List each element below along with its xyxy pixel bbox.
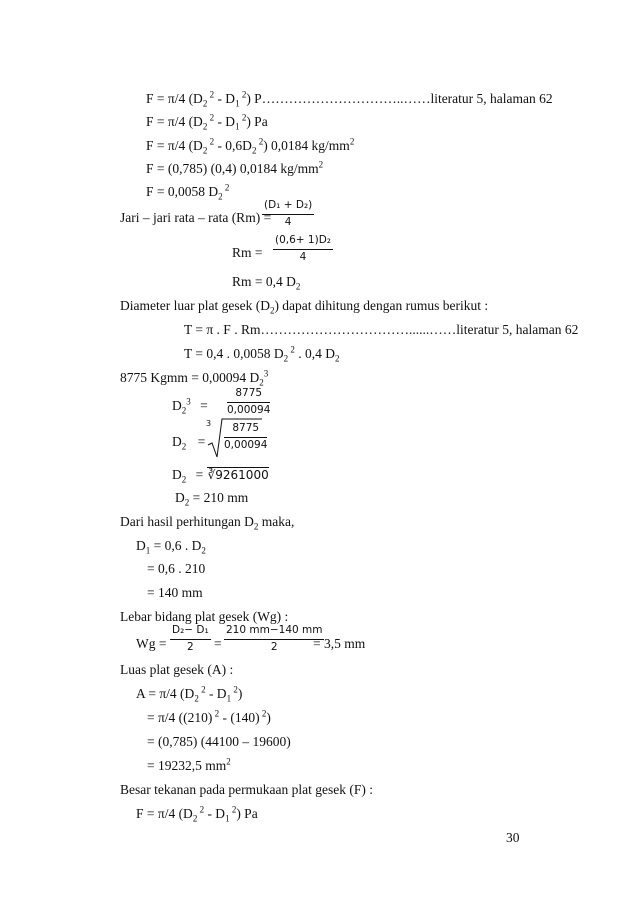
formula-line: = 0,6 . 210 <box>147 561 206 576</box>
formula-line: T = π . F . Rm……………………………......……literatur 5, halaman 62 <box>184 322 579 337</box>
superscript: 2 <box>231 684 238 695</box>
subscript: 2 <box>194 693 199 704</box>
superscript: 2 <box>197 804 205 815</box>
text: - D <box>204 806 226 821</box>
subscript: 2 <box>202 121 208 132</box>
subscript: 1 <box>145 545 151 556</box>
wg-result: = 3,5 mm <box>313 636 366 651</box>
formula-line <box>146 138 354 154</box>
numerator: 8775 <box>235 387 263 399</box>
superscript: 2 <box>239 89 247 100</box>
d2-label <box>172 434 205 450</box>
text: - D <box>214 114 236 129</box>
text: ) <box>266 710 271 725</box>
wg-fraction-2 <box>224 624 324 654</box>
formula-line <box>175 490 248 506</box>
d2-root-line <box>172 467 269 483</box>
numerator: D₂− D₁ <box>172 624 209 636</box>
superscript: 2 <box>207 112 215 123</box>
fraction-bar <box>170 639 211 640</box>
subscript: 2 <box>283 353 289 364</box>
d2-cubed-fraction <box>227 387 270 417</box>
root-index: 3 <box>206 419 212 428</box>
subscript: 2 <box>181 474 187 485</box>
formula-line <box>120 370 268 386</box>
formula-line <box>136 686 242 702</box>
superscript: 2 <box>239 112 247 123</box>
equals: = <box>200 398 208 413</box>
subscript: 1 <box>225 813 230 824</box>
subscript: 2 <box>201 545 206 556</box>
subscript: 1 <box>226 693 232 704</box>
rm-label: Jari – jari rata – rata (Rm) = <box>120 210 272 225</box>
denominator: 4 <box>299 251 307 263</box>
formula-line <box>136 538 206 554</box>
subscript: 2 <box>253 521 259 532</box>
text: maka, <box>258 514 295 529</box>
formula-line <box>146 114 268 130</box>
text: - D <box>205 686 227 701</box>
subscript: 2 <box>335 353 340 364</box>
superscript: 3 <box>263 368 269 379</box>
superscript: 3 <box>186 396 191 407</box>
text: = 19232,5 mm <box>147 758 227 773</box>
superscript: 2 <box>212 708 220 719</box>
formula-line <box>146 184 229 200</box>
text: D <box>172 434 182 449</box>
fraction-bar <box>262 214 314 215</box>
rm-fraction <box>262 199 314 229</box>
fraction-bar <box>224 639 324 640</box>
text: F = π/4 (D <box>146 138 203 153</box>
root-fraction <box>224 422 267 452</box>
superscript: 2 <box>198 684 206 695</box>
text: ) Pa <box>246 114 268 129</box>
subscript: 2 <box>192 813 198 824</box>
fraction-bar <box>227 402 270 403</box>
equals: = <box>195 467 204 482</box>
superscript: 2 <box>222 182 230 193</box>
numerator: 8775 <box>232 422 260 434</box>
text: F = 0,0058 D <box>146 184 219 199</box>
text: - 0,6D <box>214 138 252 153</box>
text: F = (0,785) (0,4) 0,0184 kg/mm <box>146 161 319 176</box>
text: ) 0,0184 kg/mm <box>263 138 350 153</box>
superscript: 2 <box>349 136 355 147</box>
formula-line <box>147 758 231 774</box>
text: Dari hasil perhitungan D <box>120 514 254 529</box>
text: Rm = 0,4 D <box>232 274 296 289</box>
formula-line <box>232 274 300 290</box>
denominator: 4 <box>284 216 292 228</box>
wg-label: Wg = <box>136 636 167 651</box>
superscript: 2 <box>229 804 237 815</box>
superscript: 2 <box>318 159 324 170</box>
superscript: 2 <box>226 756 231 767</box>
superscript: 2 <box>207 136 215 147</box>
formula-line: = (0,785) (44100 – 19600) <box>147 734 291 749</box>
superscript: 2 <box>256 136 264 147</box>
formula-line <box>184 346 340 362</box>
text: D <box>175 490 185 505</box>
fraction-bar <box>273 249 333 250</box>
formula-line <box>146 161 323 177</box>
paragraph <box>120 298 488 314</box>
text: 8775 Kgmm = 0,00094 D <box>120 370 260 385</box>
equals: = <box>197 434 206 449</box>
formula-line <box>146 91 553 107</box>
subscript: 2 <box>295 281 301 292</box>
text: - (140) <box>219 710 260 725</box>
text: = 0,6 . D <box>150 538 202 553</box>
subscript: 2 <box>181 441 187 452</box>
subscript: 2 <box>218 191 223 202</box>
numerator: (D₁ + D₂) <box>264 199 313 211</box>
numerator: 210 mm−140 mm <box>226 624 323 636</box>
rm2-fraction <box>273 234 333 264</box>
superscript: 2 <box>207 89 215 100</box>
text: F = π/4 (D <box>146 114 203 129</box>
text: F = π/4 (D <box>146 91 203 106</box>
denominator: 0,00094 <box>224 439 268 451</box>
subscript: 2 <box>202 145 208 156</box>
text: A = π/4 (D <box>136 686 195 701</box>
numerator: (0,6+ 1)D₂ <box>275 234 332 246</box>
wg-fraction-1 <box>170 624 211 654</box>
formula-line <box>136 806 258 822</box>
section-title: Luas plat gesek (A) : <box>120 662 234 677</box>
text: D <box>136 538 146 553</box>
rm2-label: Rm = <box>232 245 263 260</box>
cube-root-value: ∛9261000 <box>207 468 269 482</box>
formula-line: = 140 mm <box>147 585 203 600</box>
text: - D <box>214 91 236 106</box>
text: = π/4 ((210) <box>147 710 213 725</box>
subscript: 2 <box>269 305 275 316</box>
fraction-bar <box>224 437 267 438</box>
text: . 0,4 D <box>294 346 335 361</box>
superscript: 2 <box>259 708 267 719</box>
formula-line <box>147 710 271 726</box>
text: F = π/4 (D <box>136 806 193 821</box>
subscript: 2 <box>259 377 264 388</box>
paragraph <box>120 514 294 530</box>
subscript: 2 <box>184 497 190 508</box>
text: ) Pa <box>236 806 258 821</box>
text: T = 0,4 . 0,0058 D <box>184 346 284 361</box>
subscript: 2 <box>202 98 208 109</box>
subscript: 2 <box>181 405 187 416</box>
subscript: 1 <box>235 121 240 132</box>
denominator: 2 <box>187 641 194 653</box>
section-title: Lebar bidang plat gesek (Wg) : <box>120 609 289 624</box>
page-number: 30 <box>506 830 520 845</box>
subscript: 2 <box>251 145 257 156</box>
equals: = <box>214 636 222 651</box>
section-title: Besar tekanan pada permukaan plat gesek (F) : <box>120 782 374 797</box>
denominator: 0,00094 <box>227 404 271 416</box>
text: ) dapat dihitung dengan rumus berikut : <box>274 298 489 313</box>
subscript: 1 <box>235 98 240 109</box>
text: = 210 mm <box>189 490 249 505</box>
text: ) <box>237 686 243 701</box>
text: Diameter luar plat gesek (D <box>120 298 270 313</box>
d2-cubed-label <box>172 398 208 414</box>
text: D <box>172 398 182 413</box>
cube-root <box>206 417 268 459</box>
superscript: 2 <box>288 344 295 355</box>
text: D <box>172 467 182 482</box>
text: ) P…………………………..……literatur 5, halaman 62 <box>246 91 553 106</box>
denominator: 2 <box>270 641 278 653</box>
